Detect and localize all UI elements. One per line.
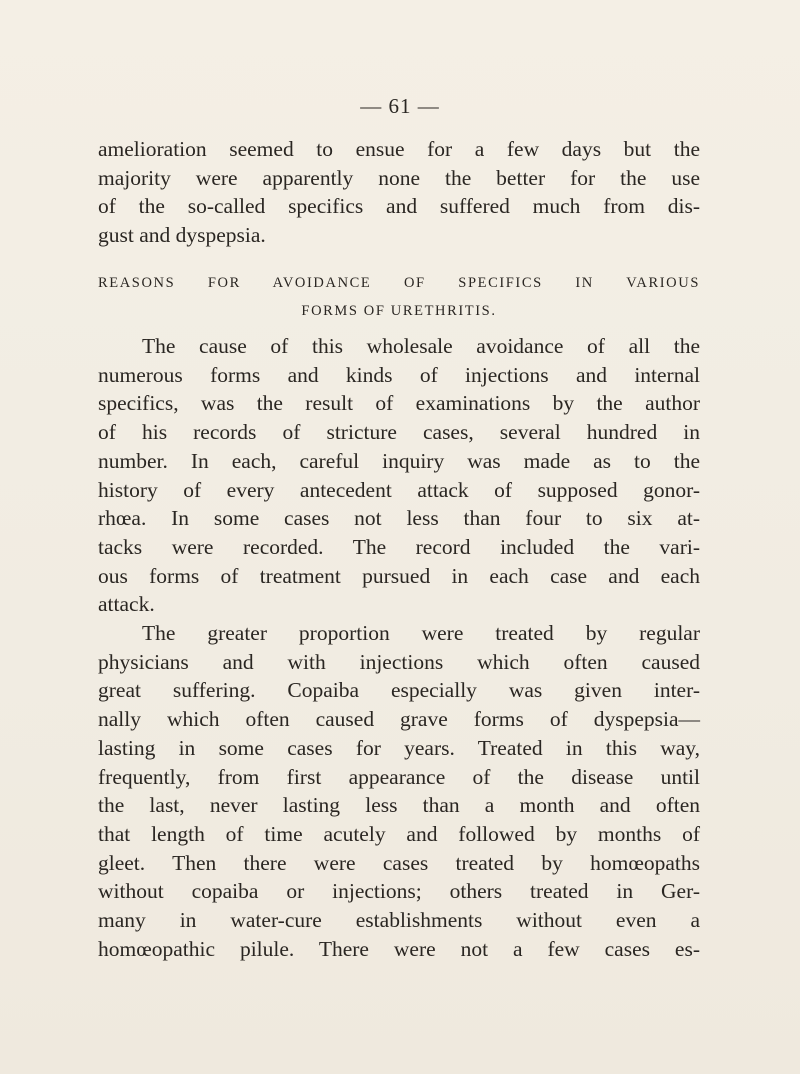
text-line: that length of time acutely and followed by months of [98, 821, 700, 846]
page-number-header: — 61 — [360, 94, 440, 118]
text-line: of his records of stricture cases, several hundred in [98, 420, 700, 445]
heading-line: REASONS FOR AVOIDANCE OF SPECIFICS IN VARIOUS [98, 275, 700, 291]
paragraph-1 [98, 332, 700, 619]
text-line: the last, never lasting less than a month and often [98, 793, 700, 818]
section-heading [98, 269, 700, 325]
text-line: great suffering. Copaiba especially was given inter- [98, 678, 700, 703]
text-line: homœopathic pilule. There were not a few cases es- [98, 936, 700, 961]
text-line: The greater proportion were treated by regular [142, 621, 700, 645]
text-line: frequently, from first appearance of the disease until [98, 764, 700, 789]
text-line: without copaiba or injections; others treated in Ger- [98, 879, 700, 904]
text-line: numerous forms and kinds of injections and internal [98, 362, 700, 387]
text-line: rhœa. In some cases not less than four to six at- [98, 506, 700, 531]
text-line: history of every antecedent attack of supposed gonor- [98, 477, 700, 502]
text-line: The cause of this wholesale avoidance of all the [142, 334, 700, 358]
text-line: number. In each, careful inquiry was made as to the [98, 448, 700, 473]
text-line: gust and dyspepsia. [98, 223, 266, 248]
text-line: majority were apparently none the better for the use [98, 165, 700, 190]
paragraph-2 [98, 619, 700, 963]
text-line: lasting in some cases for years. Treated in this way, [98, 735, 700, 760]
text-line: specifics, was the result of examinations by the author [98, 391, 700, 416]
text-line: ous forms of treatment pursued in each case and each [98, 563, 700, 588]
intro-paragraph [98, 135, 700, 250]
text-line: of the so-called specifics and suffered much from dis- [98, 194, 700, 219]
text-line: nally which often caused grave forms of dyspepsia— [98, 707, 700, 732]
text-line: amelioration seemed to ensue for a few days but the [98, 137, 700, 161]
text-line: attack. [98, 592, 155, 617]
text-line: physicians and with injections which often caused [98, 649, 700, 674]
text-line: tacks were recorded. The record included the vari- [98, 534, 700, 559]
text-line: gleet. Then there were cases treated by homœopaths [98, 850, 700, 875]
text-line: many in water-cure establishments without even a [98, 908, 700, 933]
heading-line: FORMS OF URETHRITIS. [301, 303, 497, 319]
